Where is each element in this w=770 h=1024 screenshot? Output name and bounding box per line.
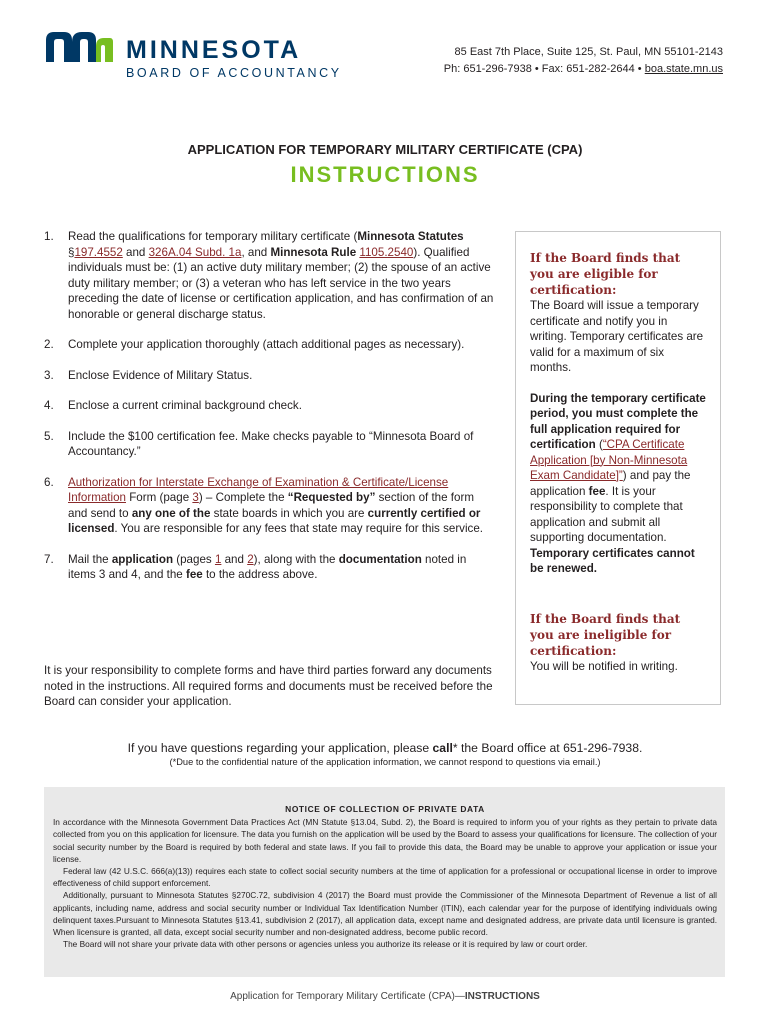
contact-call: call <box>432 741 453 755</box>
step-bold: Minnesota Statutes <box>357 230 464 243</box>
step-text: , and <box>241 245 271 259</box>
footer-text: Application for Temporary Military Certificate (CPA)— <box>230 991 465 1002</box>
step-text: . You are responsible for any fees that state may require for this service. <box>114 522 484 535</box>
step-text: state boards in which you are <box>210 506 368 520</box>
notice-paragraph: Federal law (42 U.S.C. 666(a)(13)) requires each state to collect social security numbers at the time of application for a professional or occupational license in order to improve effectiveness of child support enforcement. <box>53 866 717 889</box>
page-2-link[interactable]: 2 <box>247 552 254 566</box>
step-text: ). Qualified individuals must be: (1) an active duty military member; (2) the spouse of an active duty military member; or (3) a veteran who has left service in the two years preceding the date of license or certification application, and has confirmation of an honorable or general discharge status. <box>68 245 494 321</box>
step-text: ) – Complete the <box>198 491 288 504</box>
application-title: APPLICATION FOR TEMPORARY MILITARY CERTIFICATE (CPA) <box>187 142 583 157</box>
step-number: 3. <box>44 368 54 382</box>
ineligible-text: You will be notified in writing. <box>530 659 678 673</box>
step-6 <box>44 475 494 537</box>
step-bold: any one of the <box>131 506 211 520</box>
step-text: Include the $100 certification fee. Make checks payable to “Minnesota Board of Accountancy.” <box>68 429 474 458</box>
step-number: 7. <box>44 552 54 566</box>
page-1-link[interactable]: 1 <box>214 552 222 566</box>
during-bold: During the temporary certificate period, you must complete the full application required for certification <box>530 391 706 451</box>
step-text: Read the qualifications for temporary military certificate ( <box>68 230 358 243</box>
during-text: . It is your responsibility to complete that application and submit all supporting documentation. <box>530 484 683 544</box>
step-text: and <box>221 552 248 566</box>
step-bold: fee <box>185 568 203 581</box>
rule-1105-2540-link[interactable]: 1105.2540 <box>359 245 414 259</box>
step-text: Enclose Evidence of Military Status. <box>68 368 253 382</box>
step-number: 2. <box>44 338 54 351</box>
step-text: to the address above. <box>202 568 318 581</box>
privacy-notice <box>44 787 725 977</box>
instructions-title: INSTRUCTIONS <box>290 162 480 187</box>
responsibility-paragraph: It is your responsibility to complete forms and have third parties forward any documents noted in the instructions. All required forms and documents must be received before the Board can consider your application. <box>44 664 493 708</box>
minnesota-logo-mark-icon <box>44 30 114 64</box>
logo-subtitle: BOARD OF ACCOUNTANCY <box>126 66 342 80</box>
step-text: Form (page <box>126 491 193 504</box>
eligible-text: The Board will issue a temporary certificate and notify you in writing. Temporary certificates are valid for a maximum of six months. <box>530 299 704 374</box>
contact-note: (*Due to the confidential nature of the application information, we cannot respond to questions via email.) <box>169 757 601 767</box>
step-bold: currently certified or licensed <box>68 506 481 535</box>
authorization-form-link[interactable]: Authorization for Interstate Exchange of Examination & Certificate/License Information <box>68 475 449 504</box>
ineligible-heading: If the Board finds that you are ineligible for certification: <box>530 611 681 658</box>
website-link[interactable]: boa.state.mn.us <box>644 63 723 75</box>
during-period-block <box>530 391 706 577</box>
phone-fax: Ph: 651-296-7938 • Fax: 651-282-2644 • <box>443 63 645 75</box>
contact-line <box>0 741 770 755</box>
step-bold: application <box>111 552 174 566</box>
step-text: section of the form and send to <box>68 491 474 520</box>
contact-address-block <box>444 44 723 78</box>
step-text: Enclose a current criminal background check. <box>68 399 302 412</box>
page-3-link[interactable]: 3 <box>192 491 199 504</box>
step-3 <box>44 368 494 384</box>
step-1 <box>44 229 494 322</box>
step-number: 1. <box>44 230 54 243</box>
footer-bold: INSTRUCTIONS <box>464 991 540 1002</box>
step-5 <box>44 429 494 460</box>
notice-paragraph: The Board will not share your private data with other persons or agencies unless you authorize its release or it is required by law or court order. <box>63 939 588 950</box>
instruction-steps <box>44 229 494 583</box>
notice-title: NOTICE OF COLLECTION OF PRIVATE DATA <box>285 804 485 814</box>
notice-paragraph: Additionally, pursuant to Minnesota Statutes §270C.72, subdivision 4 (2017) the Board must provide the Commissioner of the Minnesota Department of Revenue a list of all applicants, including name, address and social security number or Individual Tax Identification Number (ITIN), each calendar year for the purpose of identifying individuals owing delinquent taxes.Pursuant to Minnesota Statutes §13.41, subdivision 2 (2017), all application data, except name and designated address, are private data until licensure is granted. When licensure is granted, all data, except social security number and non-designated address, become public record. <box>53 890 717 938</box>
step-text: noted in items 3 and 4, and the <box>68 552 467 581</box>
cannot-renew-note: Temporary certificates cannot be renewed. <box>530 546 695 575</box>
step-2 <box>44 337 494 353</box>
contact-text: If you have questions regarding your application, please <box>127 741 433 755</box>
step-text: Mail the <box>68 552 112 566</box>
during-text: ) and pay the application <box>530 469 691 498</box>
during-bold: fee <box>588 484 606 498</box>
during-text: ( <box>595 438 603 451</box>
cpa-certificate-application-link[interactable]: “CPA Certificate Application [by Non-Minnesota Exam Candidate]” <box>530 438 688 482</box>
step-bold: Minnesota Rule <box>270 245 357 259</box>
step-number: 6. <box>44 475 54 489</box>
step-text: § <box>68 245 75 259</box>
step-text: ), along with the <box>253 552 339 566</box>
phone-fax-line <box>444 61 723 78</box>
step-bold: documentation <box>338 552 422 566</box>
eligible-heading: If the Board finds that you are eligible for certification: <box>530 251 681 297</box>
step-text: Complete your application thoroughly (attach additional pages as necessary). <box>68 338 465 351</box>
street-address: 85 East 7th Place, Suite 125, St. Paul, MN 55101-2143 <box>454 46 723 58</box>
notice-paragraph: In accordance with the Minnesota Government Data Practices Act (MN Statute §13.04, Subd. 2), the Board is required to inform you of your rights as they pertain to private data collected from you on this application for licensure. The data you furnish on the application will be used by the Board to assess your qualifications for licensure. The collection of your social security number by the Board is required by both federal and state laws. If you fail to provide this data, the Board may be unable to approve your application or issue your license. <box>53 817 717 864</box>
step-number: 5. <box>44 429 54 443</box>
certification-outcome-box <box>515 231 721 705</box>
step-bold: “Requested by” <box>287 491 376 504</box>
contact-text: * the Board office at 651-296-7938. <box>452 741 643 755</box>
statute-326a04-link[interactable]: 326A.04 Subd. 1a <box>148 245 242 259</box>
step-number: 4. <box>44 399 54 412</box>
logo-wordmark: MINNESOTA <box>126 36 302 64</box>
step-4 <box>44 398 494 414</box>
statute-197-4552-link[interactable]: 197.4552 <box>74 245 123 259</box>
step-text: and <box>122 245 149 259</box>
step-text: (pages <box>173 552 215 566</box>
page-footer <box>0 991 770 1002</box>
step-7 <box>44 552 494 583</box>
